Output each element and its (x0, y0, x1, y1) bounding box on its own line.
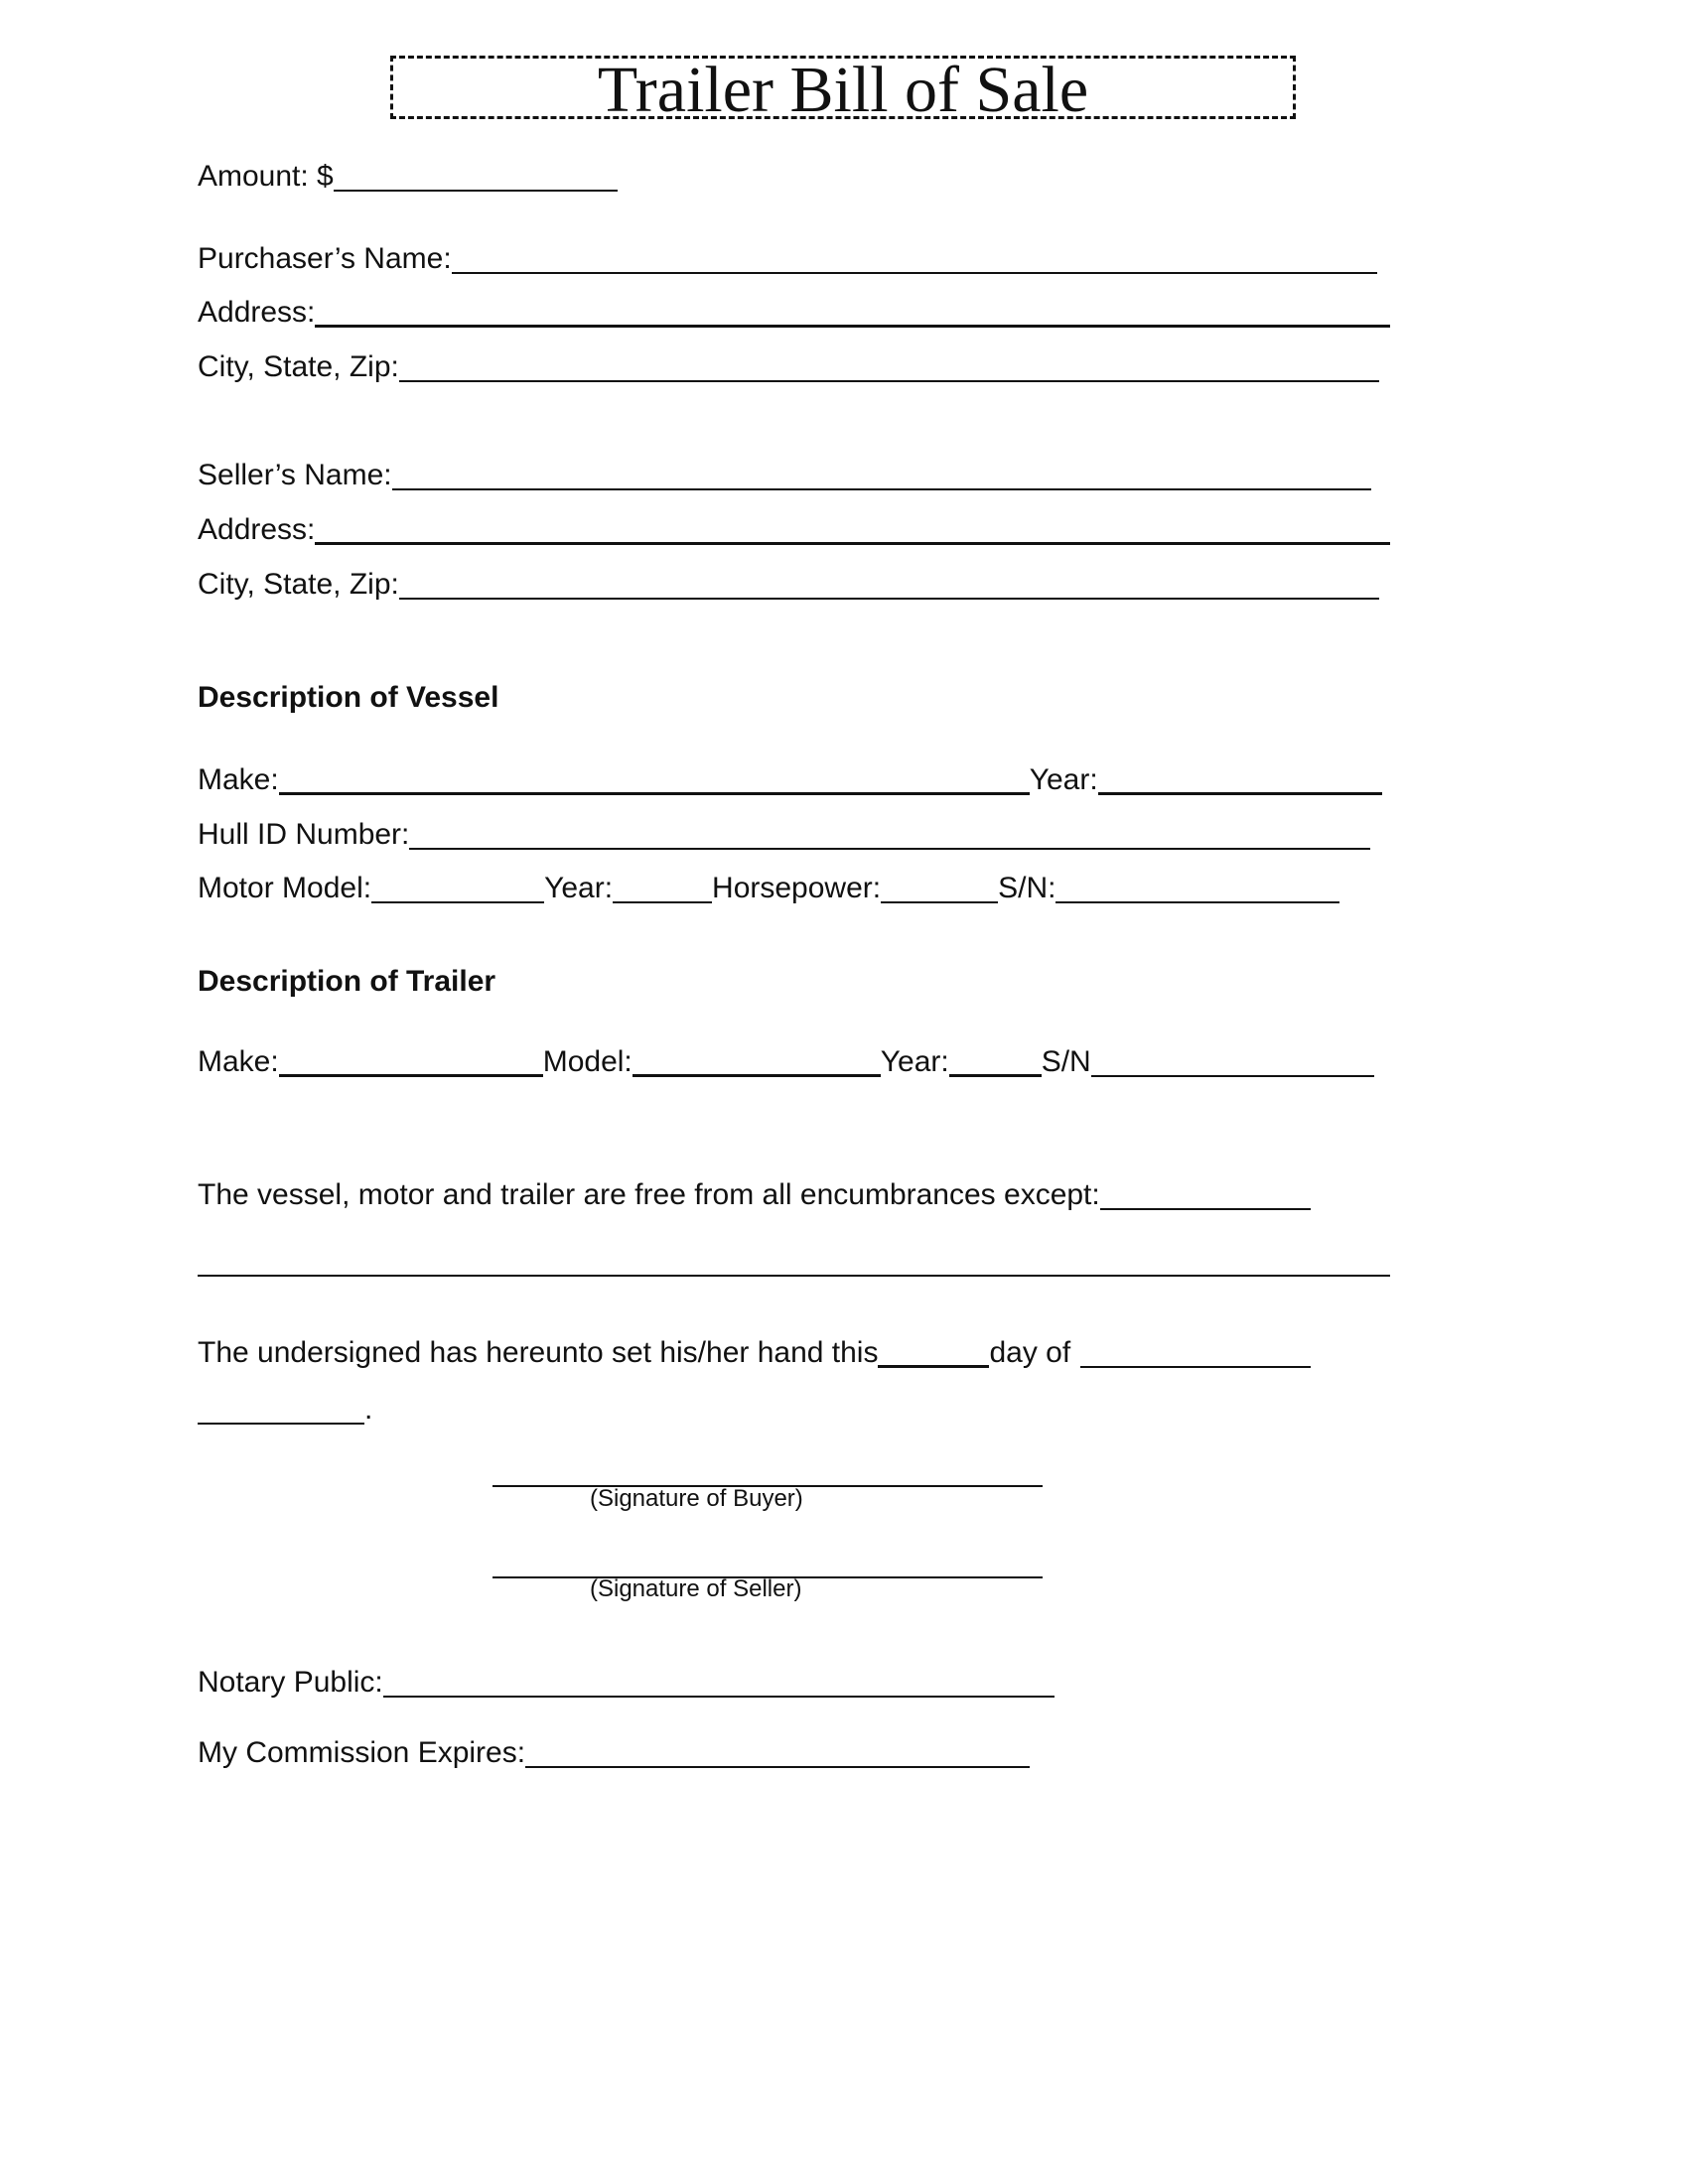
motor-model-field[interactable] (371, 872, 544, 903)
amount-field[interactable] (334, 160, 618, 192)
vessel-make-row (198, 762, 1382, 798)
day-field[interactable] (878, 1335, 989, 1368)
motor-year-field[interactable] (613, 872, 712, 903)
motor-year-label: Year: (544, 872, 614, 904)
motor-sn-label: S/N: (998, 872, 1056, 904)
purchaser-address-label: Address: (198, 296, 316, 329)
motor-model-label: Motor Model: (198, 872, 372, 904)
seller-signature-label: (Signature of Seller) (590, 1575, 802, 1602)
encumbrances-continuation-line[interactable] (198, 1275, 1390, 1277)
year-field[interactable] (198, 1393, 364, 1425)
seller-name-row (198, 458, 1371, 493)
trailer-make-field[interactable] (279, 1044, 543, 1077)
vessel-make-field[interactable] (279, 762, 1030, 795)
purchaser-address-field[interactable] (315, 295, 1390, 328)
purchaser-city-label: City, State, Zip: (198, 350, 399, 383)
hull-id-label: Hull ID Number: (198, 818, 410, 851)
title-box (390, 54, 1296, 126)
vessel-year-label: Year: (1029, 763, 1098, 796)
undersigned-text: The undersigned has hereunto set his/her hand this (198, 1336, 879, 1369)
notary-public-field[interactable] (383, 1666, 1055, 1698)
undersigned-row (198, 1335, 1311, 1371)
encumbrances-row (198, 1177, 1311, 1213)
purchaser-name-label: Purchaser’s Name: (198, 242, 452, 275)
document-title: Trailer Bill of Sale (597, 54, 1089, 126)
encumbrances-field[interactable] (1100, 1178, 1311, 1210)
amount-label: Amount: $ (198, 160, 334, 193)
commission-row (198, 1735, 1030, 1771)
commission-field[interactable] (525, 1736, 1030, 1768)
vessel-year-field[interactable] (1098, 762, 1382, 795)
seller-address-label: Address: (198, 513, 316, 546)
purchaser-city-field[interactable] (399, 350, 1379, 382)
purchaser-name-row (198, 241, 1377, 277)
seller-name-label: Seller’s Name: (198, 459, 392, 491)
vessel-heading: Description of Vessel (198, 681, 499, 714)
purchaser-city-row (198, 349, 1379, 385)
trailer-model-label: Model: (542, 1045, 633, 1078)
seller-city-label: City, State, Zip: (198, 568, 399, 601)
trailer-sn-field[interactable] (1091, 1045, 1374, 1077)
period: . (364, 1393, 373, 1426)
commission-label: My Commission Expires: (198, 1736, 526, 1769)
year-row (198, 1392, 372, 1428)
month-field[interactable] (1080, 1336, 1311, 1368)
seller-city-row (198, 567, 1379, 603)
trailer-model-field[interactable] (633, 1044, 881, 1077)
horsepower-field[interactable] (881, 872, 998, 903)
amount-row (198, 159, 618, 195)
trailer-sn-label: S/N (1041, 1045, 1091, 1078)
trailer-year-label: Year: (880, 1045, 949, 1078)
trailer-year-field[interactable] (949, 1044, 1042, 1077)
vessel-make-label: Make: (198, 763, 279, 796)
purchaser-name-field[interactable] (452, 242, 1377, 274)
seller-address-row (198, 512, 1390, 548)
seller-name-field[interactable] (392, 459, 1371, 490)
motor-row (198, 871, 1339, 906)
seller-address-field[interactable] (315, 512, 1390, 545)
hull-id-row (198, 817, 1370, 853)
notary-public-row (198, 1665, 1055, 1701)
day-of-label: day of (989, 1336, 1071, 1369)
trailer-make-label: Make: (198, 1045, 279, 1078)
purchaser-address-row (198, 295, 1390, 331)
notary-public-label: Notary Public: (198, 1666, 383, 1699)
horsepower-label: Horsepower: (712, 872, 882, 904)
hull-id-field[interactable] (409, 818, 1370, 850)
trailer-row (198, 1044, 1374, 1080)
encumbrances-text: The vessel, motor and trailer are free from all encumbrances except: (198, 1178, 1100, 1211)
trailer-heading: Description of Trailer (198, 965, 496, 998)
seller-city-field[interactable] (399, 568, 1379, 600)
buyer-signature-label: (Signature of Buyer) (590, 1485, 803, 1512)
motor-sn-field[interactable] (1055, 872, 1339, 903)
